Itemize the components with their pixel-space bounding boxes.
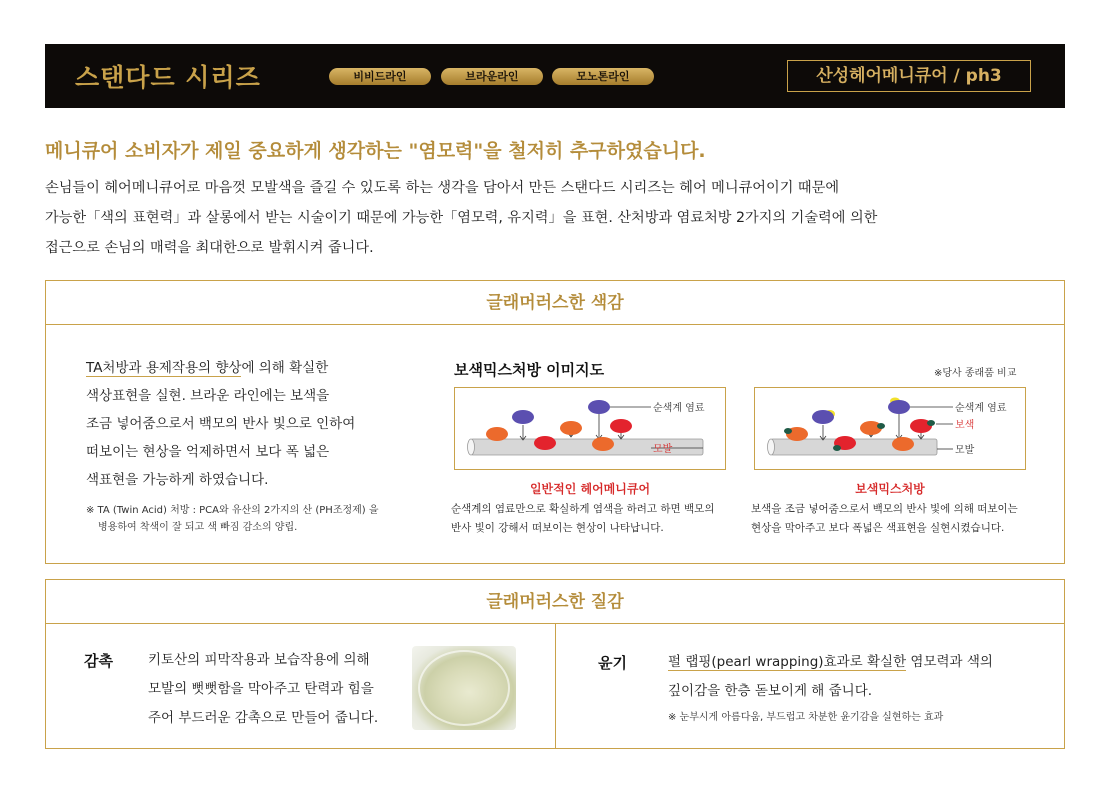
dye-label: 순색계 염료 <box>653 403 705 414</box>
orange-dye-particle <box>592 437 614 451</box>
orange-dye-particle <box>560 421 582 435</box>
desc-line: 반사 빛이 강해서 떠보이는 현상이 나타납니다. <box>451 522 664 534</box>
color-section <box>45 280 1065 564</box>
hair-label: 모발 <box>653 444 673 455</box>
monotone-line-badge: 모노톤라인 <box>552 68 654 85</box>
touch-description <box>148 646 378 733</box>
purple-dye-particle <box>512 410 534 424</box>
complement-mix-illustration <box>755 388 1027 471</box>
gloss-note: ※ 눈부시게 아름다움, 부드럽고 차분한 윤기감을 실현하는 효과 <box>668 712 944 723</box>
desc-line: 보색을 조금 넣어줌으로서 백모의 반사 빛에 의해 떠보이는 <box>751 503 1018 515</box>
section-title: 글래머러스한 질감 <box>46 580 1064 624</box>
intro-line: 접근으로 손님의 매력을 최대한으로 발휘시켜 줍니다. <box>45 240 374 256</box>
red-dye-particle <box>534 436 556 450</box>
green-complement-particle <box>877 423 885 429</box>
intro-paragraph <box>45 173 1075 263</box>
gloss-line: 깊이감을 한층 돋보이게 해 줍니다. <box>668 683 873 699</box>
texture-section <box>45 579 1065 749</box>
series-title: 스탠다드 시리즈 <box>75 63 261 92</box>
green-complement-particle <box>784 428 792 434</box>
diagram-title: 보색믹스처방 이미지도 <box>454 361 605 379</box>
touch-line: 주어 부드러운 감촉으로 만들어 줍니다. <box>148 710 379 726</box>
intro-line: 손님들이 헤어메니큐어로 마음껏 모발색을 즐길 수 있도록 하는 생각을 담아서 만든 스탠다드 시리즈는 헤어 메니큐어이기 때문에 <box>45 180 840 196</box>
headline: 메니큐어 소비자가 제일 중요하게 생각하는 "염모력"을 철저히 추구하였습니다. <box>45 140 706 162</box>
gloss-label: 윤기 <box>598 654 627 672</box>
body-text: 에 의해 확실한 <box>241 360 329 376</box>
body-line: 떠보이는 현상을 억제하면서 보다 폭 넓은 <box>86 444 330 460</box>
general-manicure-diagram <box>454 387 726 470</box>
purple-dye-particle <box>588 400 610 414</box>
header-bar <box>45 44 1065 108</box>
green-complement-particle <box>927 420 935 426</box>
chitosan-powder-photo <box>412 646 516 730</box>
body-line: 색표현을 가능하게 하였습니다. <box>86 472 269 488</box>
intro-line: 가능한「색의 표현력」과 살롱에서 받는 시술이기 때문에 가능한「염모력, 유지력」을 표현. 산처방과 염료처방 2가지의 기술력에 의한 <box>45 210 878 226</box>
touch-label: 감촉 <box>84 652 113 670</box>
body-line: 조금 넣어줌으로서 백모의 반사 빛으로 인하여 <box>86 416 356 432</box>
ta-note <box>86 502 416 536</box>
underlined-text: 펄 랩핑(pearl wrapping)효과로 확실한 <box>668 654 907 670</box>
column-divider <box>555 624 556 749</box>
touch-line: 모발의 뻣뻣함을 막아주고 탄력과 힘을 <box>148 681 374 697</box>
body-line <box>86 354 386 382</box>
section-title: 글래머러스한 색감 <box>46 281 1064 325</box>
note-line: 병용하여 착색이 잘 되고 색 빠짐 감소의 양립. <box>98 522 298 533</box>
green-complement-particle <box>833 445 841 451</box>
gloss-description <box>668 648 993 706</box>
complement-mix-description <box>751 500 1018 538</box>
hair-strand-end <box>468 439 475 455</box>
general-manicure-illustration <box>455 388 727 471</box>
underlined-text: TA처방과 용제작용의 향상 <box>86 360 242 376</box>
general-manicure-caption: 일반적인 헤어메니큐어 <box>529 482 651 496</box>
brand-label: 산성헤어메니큐어 / ph3 <box>787 60 1031 92</box>
vivid-line-badge: 비비드라인 <box>329 68 431 85</box>
orange-dye-particle <box>486 427 508 441</box>
complement-mix-diagram <box>754 387 1026 470</box>
purple-dye-particle <box>812 410 834 424</box>
desc-line: 현상을 막아주고 보다 폭넓은 색표현을 실현시켰습니다. <box>751 522 1005 534</box>
gloss-line <box>668 648 993 677</box>
gloss-text: 염모력과 색의 <box>906 654 993 670</box>
touch-line: 키토산의 피막작용과 보습작용에 의해 <box>148 652 370 668</box>
hair-label: 모발 <box>955 445 975 456</box>
body-line: 색상표현을 실현. 브라운 라인에는 보색을 <box>86 388 330 404</box>
note-line: ※ TA (Twin Acid) 처방 : PCA와 유산의 2가지의 산 (PH조정제) 을 <box>86 505 379 516</box>
purple-dye-particle <box>888 400 910 414</box>
orange-dye-particle <box>892 437 914 451</box>
dish-rim <box>418 650 510 726</box>
hair-strand-end <box>768 439 775 455</box>
desc-line: 순색계의 염료만으로 확실하게 염색을 하려고 하면 백모의 <box>451 503 715 515</box>
complement-mix-caption: 보색믹스처방 <box>855 482 925 496</box>
color-section-body <box>86 354 386 494</box>
red-dye-particle <box>610 419 632 433</box>
diagram-note: ※당사 종래품 비교 <box>934 368 1017 379</box>
brown-line-badge: 브라운라인 <box>441 68 543 85</box>
general-manicure-description <box>451 500 714 538</box>
dye-label: 순색계 염료 <box>955 403 1007 414</box>
complement-label: 보색 <box>955 420 975 431</box>
